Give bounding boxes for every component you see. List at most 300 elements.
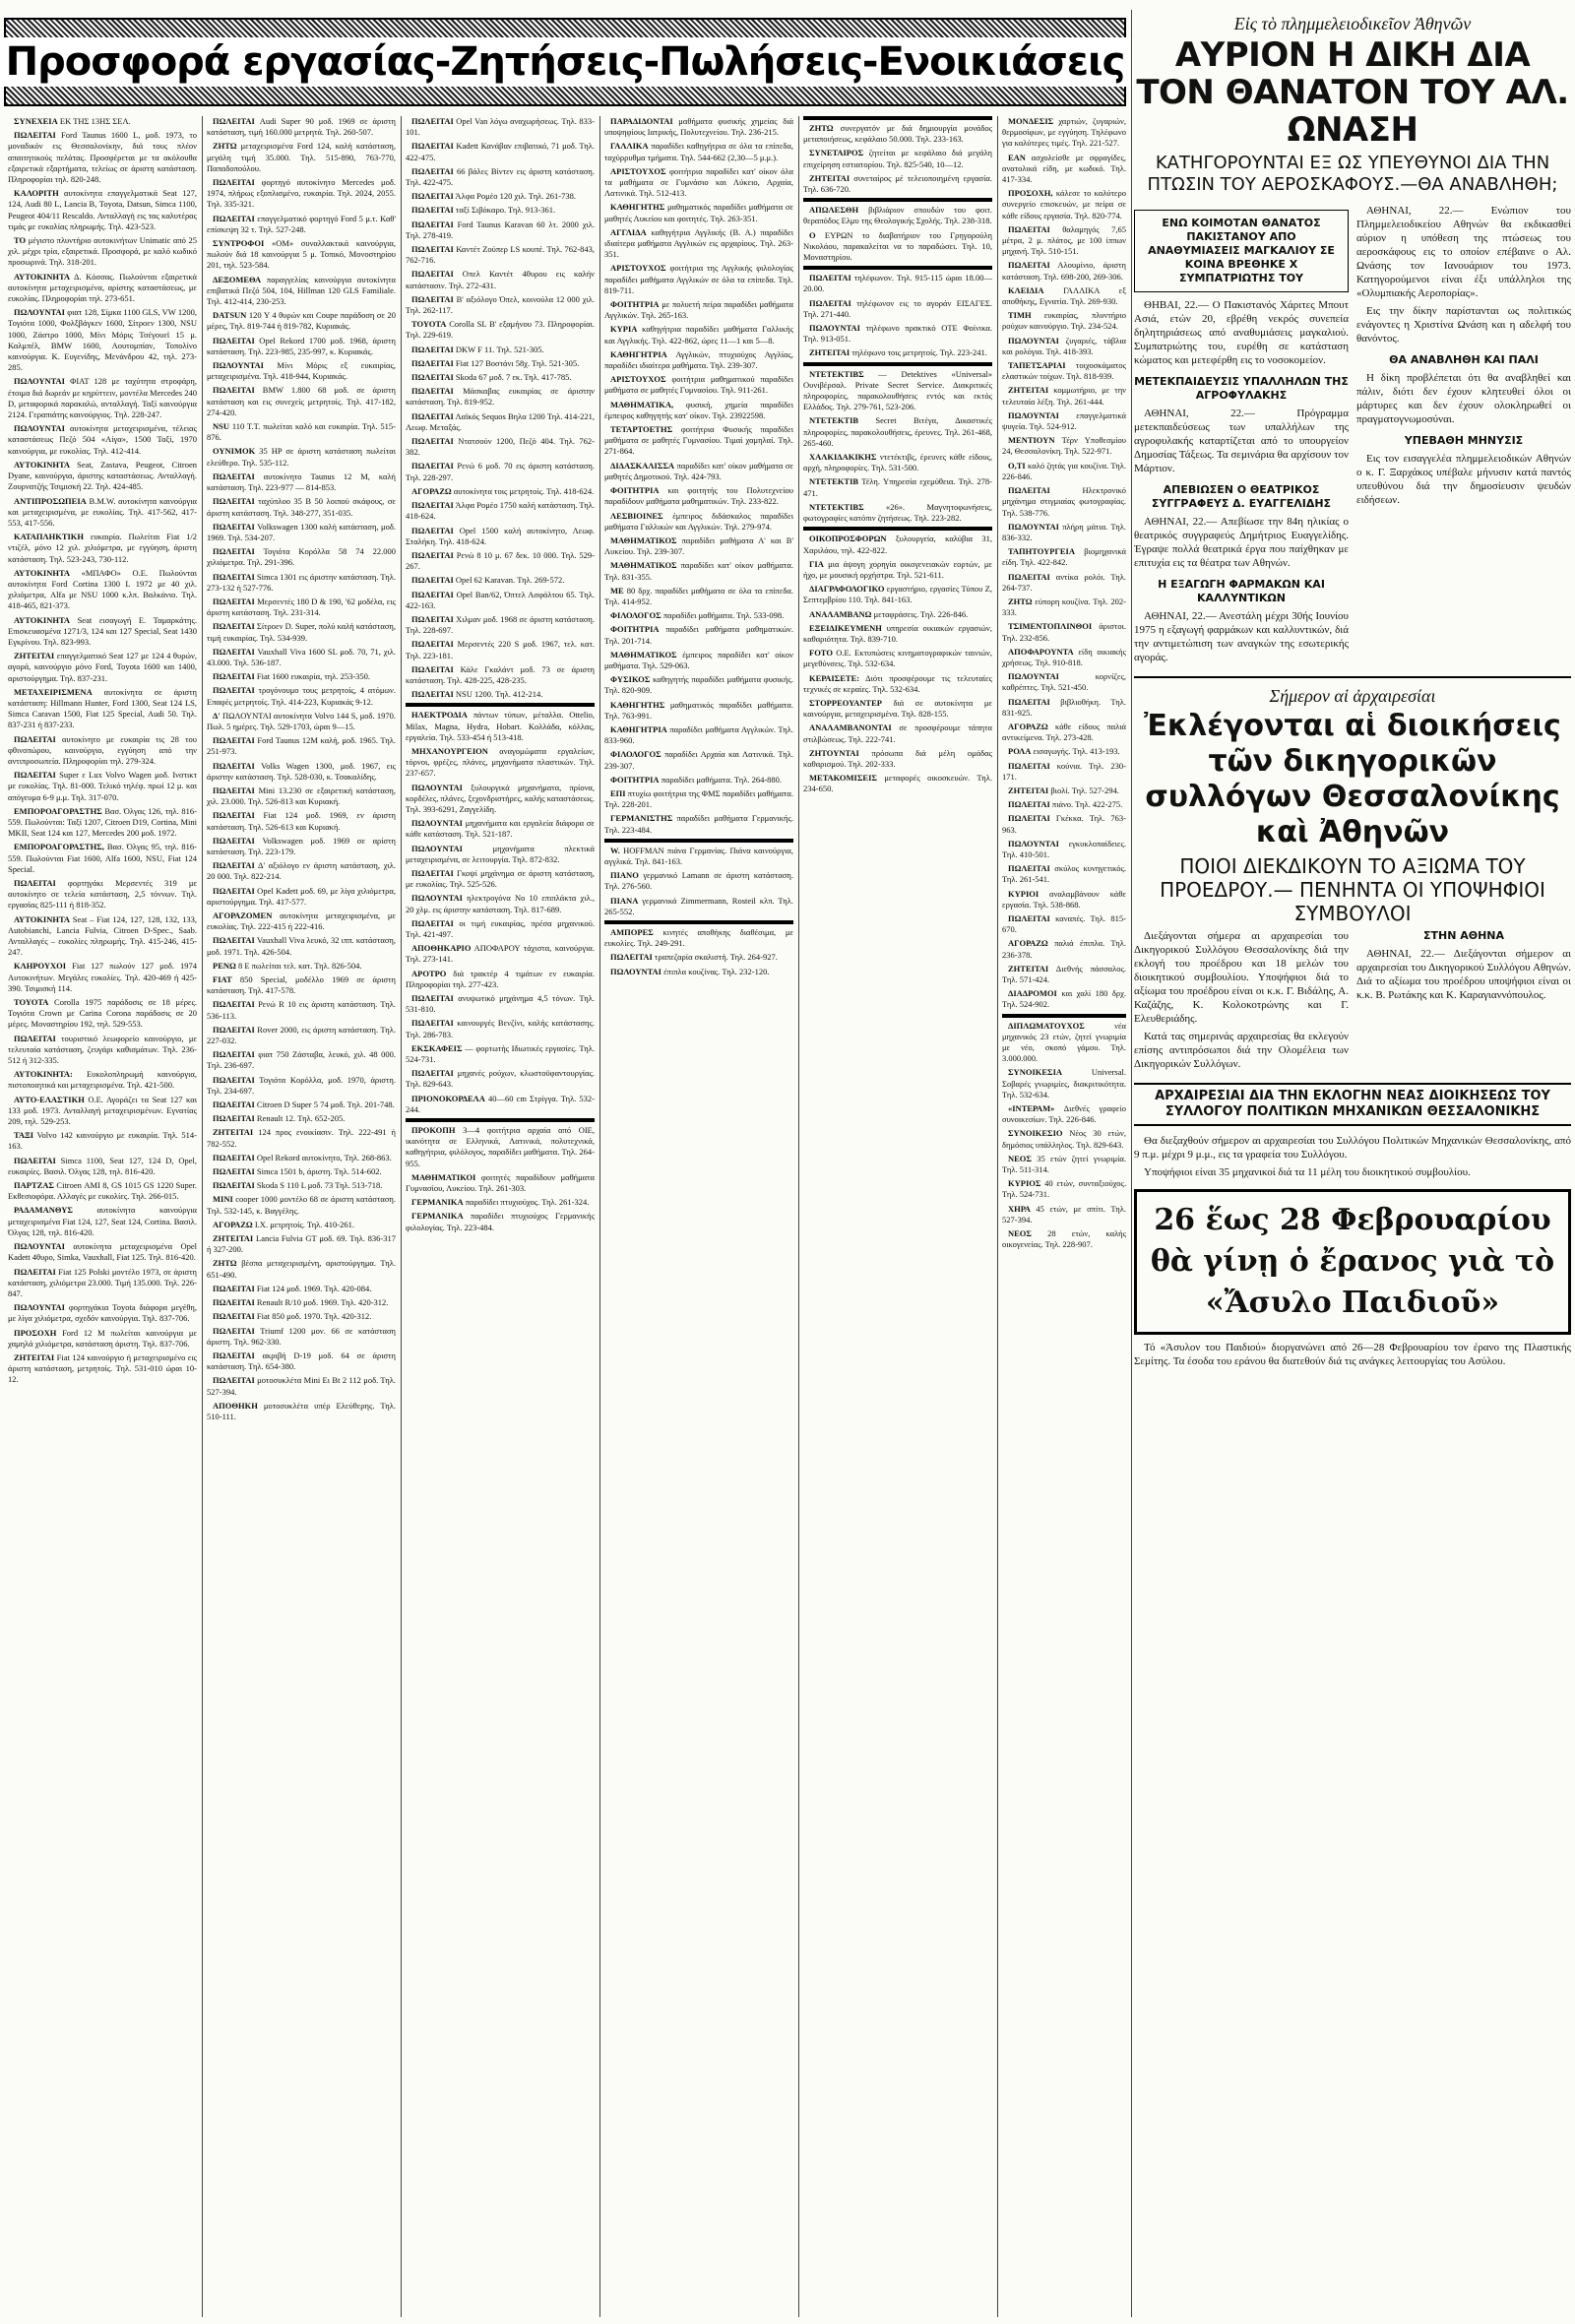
classified-ad: ΠΩΛΕΙΤΑΙ Opel Van λόγω αναχωρήσεως. Τηλ. 833-101. xyxy=(406,116,595,138)
classified-ad: ΠΩΛΕΙΤΑΙ φορτηγό αυτοκίνητο Mercedes μοδ. 1974, πλήρως εξοπλισμένο, ευκαιρία. Τηλ. 2024, 2055. Τηλ. 335-321. xyxy=(207,177,396,210)
classified-ad: ΠΩΛΕΙΤΑΙ Skoda S 110 L μοδ. 73 Τηλ. 513-718. xyxy=(213,1180,383,1191)
story-paragraph: Κατά τας σημερινάς αρχαιρεσίας θα εκλεγούν επίσης αντιπρόσωποι διά την Ολομέλεια των Δικηγορικών Συλλόγων. xyxy=(1134,1031,1349,1070)
classified-ad: ΠΩΛΕΙΤΑΙ Renault R/10 μοδ. 1969. Τηλ. 420-312. xyxy=(213,1297,389,1308)
classified-ad: ΠΩΛΕΙΤΑΙ σκύλος κυνηγετικός. Τηλ. 261-541. xyxy=(1002,863,1126,885)
classified-ad: ΦΟΙΤΗΤΡΙΑ και φοιτητής του Πολυτεχνείου παραδίδουν μαθήματα μαθηματικών. Τηλ. 233-822. xyxy=(604,485,793,507)
classified-ad: ΕΞΕΙΔΙΚΕΥΜΕΝΗ υπηρεσία οικιακών εργασιών, καθαριότητα. Τηλ. 839-710. xyxy=(803,622,992,644)
classified-ad: ΜΕ 80 δρχ. παραδίδει μαθήματα σε όλα τα επίπεδα. Τηλ. 414-952. xyxy=(604,585,793,606)
classified-ad: ΝΕΟΣ 35 ετών ζητεί γνωριμία. Τηλ. 511-314. xyxy=(1002,1153,1126,1175)
story-onassis-more xyxy=(1356,371,1571,426)
story-title: ΥΠΕΒΑΘΗ ΜΗΝΥΣΙΣ xyxy=(1404,434,1524,447)
classified-ad: ΜΑΘΗΜΑΤΙΚΟΙ φοιτητές παραδίδουν μαθήματα Γυμνασίου, Λυκείου. Τηλ. 261-303. xyxy=(406,1171,595,1194)
classified-ad: ΠΩΛΕΙΤΑΙ οι τιμή ευκαιρίας, πρέσα μηχανικού. Τηλ. 421-497. xyxy=(406,917,595,939)
classified-ad: ΠΩΛΟΥΝΤΑΙ εγκυκλοπαίδειες. Τηλ. 410-501. xyxy=(1002,838,1126,859)
classified-ad: ΑΓΟΡΑΖΩ παλιά έπιπλα. Τηλ. 236-378. xyxy=(1002,938,1126,960)
classified-ad: ΠΩΛΕΙΤΑΙ μοτοσυκλέτα Mini Ει Bt 2 112 μοδ. Τηλ. 527-394. xyxy=(207,1375,396,1397)
classified-ad: ΠΩΛΕΙΤΑΙ κούνια. Τηλ. 230-171. xyxy=(1002,760,1126,782)
classifieds-column-1 xyxy=(4,116,201,2317)
classified-ad: ΠΩΛΟΥΝΤΑΙ αυτοκίνητα μεταχειρισμένα Opel Kadett 4θυρο, Simka, Vauxhall, Fiat 125. Τηλ. 816-420. xyxy=(8,1241,197,1263)
classified-ad: ΠΩΛΕΙΤΑΙ θαλαμηγός 7,65 μέτρα, 2 μ. πλάτος, με 100 ίππων μηχανή. Τηλ. 510-151. xyxy=(1002,223,1126,257)
classified-ad: ΑΡΙΣΤΟΥΧΟΣ φοιτήτρια μαθηματικού παραδίδει μαθήματα σε μαθητές Γυμνασίου. Τηλ. 911-261. xyxy=(604,374,793,396)
classified-ad: ΖΗΤΕΙΤΑΙ βιολί. Τηλ. 527-294. xyxy=(1008,785,1119,795)
classified-ad: ΕΠΙ πτυχίω φοιτήτρια της ΦΜΣ παραδίδει μαθήματα. Τηλ. 228-201. xyxy=(604,787,793,810)
news-kicker: Εἰς τὸ πλημμελειοδικεῖον Ἀθηνῶν xyxy=(1233,14,1472,33)
classified-ad: ΚΑΘΗΓΗΤΡΙΑ Αγγλικών, πτυχιούχος Αγγλίας, παραδίδει ιδιαίτερα μαθήματα. Τηλ. 239-307. xyxy=(604,348,793,371)
classified-ad: ΠΩΛΕΙΤΑΙ Fiat 124 μοδ. 1969, εν άριστη κατάσταση. Τηλ. 526-613 και Κυριακή. xyxy=(207,810,396,832)
story-paragraph: ΑΘΗΝΑΙ, 22.— Ανεστάλη μέχρι 30ής Ιουνίου 1975 η εξαγωγή φαρμάκων και καλλυντικών, διά την αντιμετώπιση των αναγκών της εσωτερικής αγοράς. xyxy=(1134,610,1349,663)
classified-ad: ΠΩΛΕΙΤΑΙ Fiat 850 μοδ. 1970. Τηλ. 420-312. xyxy=(213,1311,372,1322)
classified-ad: ΔΙΑΔΡΟΜΟΙ και χαλί 180 δρχ. Τηλ. 524-902. xyxy=(1002,988,1126,1010)
classified-ad: ΚΛΕΙΔΙΑ ΓΑΛΛΙΚΑ εξ αποθήκης, Εγνατία. Τηλ. 269-930. xyxy=(1002,284,1126,307)
classified-ad: ΣΥΝΟΙΚΕΣΙΟ Νέος 30 ετών, δημόσιος υπάλληλος. Τηλ. 829-643. xyxy=(1002,1128,1126,1150)
classified-ad: ΟΥΝΙΜΟΚ 35 HP σε άριστη κατάσταση πωλείται ελεύθερο. Τηλ. 535-112. xyxy=(207,446,396,468)
story-onassis xyxy=(1356,204,1571,345)
classified-ad: ΖΗΤΕΙΤΑΙ Διεθνής πάσσαλος. Τηλ. 571-424. xyxy=(1002,963,1126,985)
classified-ad: ΠΩΛΕΙΤΑΙ Opel 62 Karavan. Τηλ. 269-572. xyxy=(411,575,565,586)
classified-ad: ΠΩΛΕΙΤΑΙ Opel Rekord αυτοκίνητο, Τηλ. 268-863. xyxy=(213,1152,392,1162)
classified-ad: ΦΥΣΙΚΟΣ καθηγητής παραδίδει μαθήματα φυσικής. Τηλ. 820-909. xyxy=(604,674,793,696)
classified-ad: ΓΙΑ μια άψογη χορηγία οικογενειακών εορτών, με ήχο, με μουσική ορχήστρα. Τηλ. 521-611. xyxy=(803,558,992,580)
classified-ad: ΠΩΛΕΙΤΑΙ Kadett Κανάβαν επιβατικό, 71 μοδ. Τηλ. 422-475. xyxy=(406,141,595,162)
classified-ad: ΖΗΤΕΙΤΑΙ 124 προς ενοικίασιν. Τηλ. 222-491 ή 782-552. xyxy=(207,1127,396,1149)
classified-ad: ΠΙΑΝΟ γερμανικό Lamann σε άριστη κατάσταση. Τηλ. 276-560. xyxy=(604,870,793,892)
classified-ad: ΠΩΛΕΙΤΑΙ Τογιότα Κορόλλα 58 74 22.000 χιλιόμετρα. Τηλ. 291-396. xyxy=(207,546,396,568)
classified-ad: ΠΩΛΟΥΝΤΑΙ κορνίζες, καθρέπτες. Τηλ. 521-450. xyxy=(1002,671,1126,693)
news-headline-2: Ἐκλέγονται αἱ διοικήσεις τῶν δικηγορικῶν συλλόγων Θεσσαλονίκης καὶ Ἀθηνῶν xyxy=(1144,709,1561,849)
classified-ad: ΑΓΟΡΑΖΩ Ι.Χ. μετρητοίς. Τηλ. 410-261. xyxy=(213,1219,354,1229)
classified-ad: ΔΙΠΛΩΜΑΤΟΥΧΟΣ νέα μηχανικός 23 ετών, ζητεί γνωριμία με νέο, σκοπό γάμου. Τηλ. 3.000.000. xyxy=(1002,1020,1126,1064)
classified-ad: ΡΟΛΑ εισαγωγής. Τηλ. 413-193. xyxy=(1008,746,1120,757)
story-paragraph: Η δίκη προβλέπεται ότι θα αναβληθεί και πάλιν, διότι δεν έχουν κλητευθεί όλοι οι μάρτυρες και δεν έχουν ολοκληρωθεί οι πραγματογνωμοσύναι. xyxy=(1356,372,1571,425)
brief-box-title: ΕΝΩ ΚΟΙΜΟΤΑΝ ΘΑΝΑΤΟΣ ΠΑΚΙΣΤΑΝΟΥ ΑΠΟ ΑΝΑΘΥΜΙΑΣΕΙΣ ΜΑΓΚΑΛΙΟΥ ΣΕ ΚΟΙΝΑ ΒΡΕΘΗΚΕ Χ ΣΥΜΠΑΤΡΙΩΤΗΣ ΤΟΥ xyxy=(1148,217,1335,284)
classified-ad: ΖΗΤΕΙΤΑΙ Fiat 124 καινούργιο ή μεταχειρισμένο εις άριστη κατάσταση, μετρητοίς. Τηλ. 531-010 ώραι 10-12. xyxy=(8,1351,197,1385)
story-paragraph: Τό «Άσυλον του Παιδιού» διοργανώνει από 26—28 Φεβρουαρίου τον έρανο της Πλαστικής Σεμίτης. Τα έσοδα του εράνου θα διατεθούν διά τις ανάγκες λειτουργίας του Ασύλου. xyxy=(1134,1342,1571,1367)
classified-ad: ΠΩΛΟΥΝΤΑΙ ζυγαριές, τάβλια και ρολόγια. Τηλ. 418-393. xyxy=(1002,335,1126,356)
story-elections-athens xyxy=(1356,947,1571,1002)
section-header xyxy=(803,198,992,202)
classified-ad: ΠΩΛΕΙΤΑΙ Ford Taunus 1600 L, μοδ. 1973, το μοναδικόν εις Θεσσαλονίκην, διά τους πλέον απαιτητικούς πελάτας. Προσφέρεται με τα ακόλουθα εξαιρετικά εξαρτήματα, τελείως σε άριστη κατάσταση. Πληροφορίαι τηλ. 820-248. xyxy=(8,130,197,185)
classified-ad: FIAT 850 Special, μοδέλλο 1969 σε άριστη κατάσταση. Τηλ. 417-578. xyxy=(207,974,396,996)
classified-ad: DATSUN 120 Υ 4 θυρών και Coupe παράδοση σε 20 μέρες, Τηλ. 819-744 ή 819-782, Κυριακάς. xyxy=(207,310,396,332)
classified-ad: NSU 110 T.T. πωλείται καλό και ευκαιρία. Τηλ. 515-876. xyxy=(207,421,396,443)
classified-ad: ΠΩΛΕΙΤΑΙ Audi Super 90 μοδ. 1969 σε άριστη κατάσταση, τιμή 160.000 μετρητά. Τηλ. 260-507. xyxy=(207,116,396,138)
classified-ad: ΠΩΛΕΙΤΑΙ ταχύπλοο 35 Β 50 λοιπού σκάφους, σε άριστη κατάσταση. Τηλ. 348-277, 351-035. xyxy=(207,496,396,518)
classified-ad: ΖΗΤΕΙΤΑΙ Lancia Fulvia GT μοδ. 69. Τηλ. 836-317 ή 327-200. xyxy=(207,1233,396,1255)
classified-ad: ΠΩΛΟΥΝΤΑΙ αυτοκίνητα μεταχειρισμένα, τέλειας καταστάσεως Πεζό 504 «Αίγα», 1500 Ταξί, 1970 καινούργια, με ευκολίας. Τηλ. 412-414. xyxy=(8,423,197,456)
classified-ad: ΠΩΛΕΙΤΑΙ καινουργές Βενζίνι, καλής κατάστασης. Τηλ. 286-783. xyxy=(406,1018,595,1039)
classified-ad: ΑΝΤΙΠΡΟΣΩΠΕΙΑ B.M.W. αυτοκίνητα καινούργια και μεταχειρισμένα, με ευκολίας. Τηλ. 417-562, 417-553, 417-556. xyxy=(8,495,197,528)
classified-ad: FOTO Ο.Ε. Εκτυπώσεις κινηματογραφικών ταινιών, μεγεθύνσεις. Τηλ. 532-634. xyxy=(803,648,992,669)
classified-ad: ΖΗΤΟΥΝΤΑΙ πρόσωπα διά μέλη ομάδας καθαρισμού. Τηλ. 202-333. xyxy=(803,747,992,769)
classified-ad: ΑΝΑΛΑΜΒΑΝΩ μεταφράσεις. Τηλ. 226-846. xyxy=(809,608,969,619)
classified-ad: ΚΛΗΡΟΥΧΟΙ Fiat 127 πωλούν 127 μοδ. 1974 Αυτοκινήτων. Μεγάλες ευκολίες. Τηλ. 420-469 ή 425-390. Τσιμισκή 114. xyxy=(8,961,197,993)
classified-ad: ΝΤΕΤΕΚΤΙΒ Τέλη. Υπηρεσία εχεμύθεια. Τηλ. 278-471. xyxy=(803,476,992,498)
story-pakistani xyxy=(1134,298,1349,367)
story-fundraiser xyxy=(1134,1341,1571,1368)
classified-ad: ΠΩΛΕΙΤΑΙ φιατ 750 Ζάσταβα, λευκό, χιλ. 48 000. Τηλ. 236-697. xyxy=(207,1049,396,1071)
section-rule xyxy=(1134,676,1571,678)
classified-ad: ΤΑΞΙ Volvo 142 καινούργιο με ευκαιρία. Τηλ. 514-163. xyxy=(8,1130,197,1152)
classified-ad: ΜΑΘΗΜΑΤΙΚΟΣ παραδίδει κατ' οίκον μαθήματα. Τηλ. 831-355. xyxy=(604,560,793,582)
classified-ad: ΠΩΛΟΥΝΤΑΙ φιατ 128, Σίμκα 1100 GLS, VW 1200, Τογιότα 1000, Φολξβάγκεν 1600, Σίτροεν 1300, NSU 1000, Ζάστρο 1000, Μίνι Μόρις Τσέγουεϊ 15 μ. Καλμπέλ, BMW 1600, Αουτομπίαν, Τοπολίνο καινούργια. Κ. Ευγενίδης, Μενάνδρου 42, τηλ. 273-285. xyxy=(8,307,197,373)
classified-ad: Ο,ΤΙ καλό ζητάς για κουζίνα. Τηλ. 226-846. xyxy=(1002,460,1126,481)
classified-ad: ΑΥΤΟΚΙΝΗΤΑ Seat – Fiat 124, 127, 128, 132, 133, Autobianchi, Lancia Fulvia, Citroen D-Spec., Saab. Ανταλλαγές – ευκολίες πληρωμής. Τηλ. 415-246, 415-247. xyxy=(8,913,197,958)
classified-ad: ΠΩΛΕΙΤΑΙ Άλφα Ρομέο 120 χιλ. Τηλ. 261-738. xyxy=(411,191,576,202)
classified-ad: ΠΩΛΕΙΤΑΙ Mini 13.230 σε εξαιρετική κατάσταση, χιλ. 23.000. Τηλ. 526-813 και Κυριακή. xyxy=(207,785,396,807)
classified-ad: ΡΕΝΩ 8 Ε πωλείται τελ. κατ. Τηλ. 826-504. xyxy=(213,960,362,971)
classified-ad: ΝΤΕΤΕΚΤΙΒΣ «26». Μαγνητοφωνήσεις, φωτογραφίες κατόπιν ζητήσεως. Τηλ. 223-282. xyxy=(803,501,992,524)
classified-ad: ΤΑΠΕΤΣΑΡΙΑΙ τοιχοσκάματος ελαστικών τοίχων. Τηλ. 818-939. xyxy=(1002,360,1126,382)
story-engineers xyxy=(1134,1134,1571,1179)
classified-ad: ΡΑΔΑΜΑΝΘΥΣ αυτοκίνητα καινούργια μεταχειρισμένα Fiat 124, 127, Seat 124, Cortina. Βασιλ. Όλγας 128, τηλ. 816-420. xyxy=(8,1205,197,1237)
classified-ad: ΠΩΛΕΙΤΑΙ Μερσεντές 220 S μοδ. 1967, τελ. κατ. Τηλ. 223-181. xyxy=(406,639,595,660)
story-paragraph: Υποψήφιοι είναι 35 μηχανικοί διά τα 11 μέλη του διοικητικού συμβουλίου. xyxy=(1144,1166,1471,1178)
story-exports xyxy=(1134,609,1349,664)
classified-ad: ΤΟΥΟΤΑ Corolla 1975 παράδοσις σε 18 μέρες. Τογιότα Crown με Carina Corona παράδοσις σε 20 μέρες. Μοναστηρίου 192, τηλ. 529-553. xyxy=(8,997,197,1030)
classified-ad: ΠΩΛΕΙΤΑΙ Triumf 1200 μον. 66 σε κατάσταση άριστη. Τηλ. 962-330. xyxy=(207,1325,396,1347)
classified-ad: ΠΩΛΕΙΤΑΙ αντίκα ρολόι. Τηλ. 264-737. xyxy=(1002,571,1126,593)
news-headline: ΑΥΡΙΟΝ Η ΔΙΚΗ ΔΙΑ ΤΟΝ ΘΑΝΑΤΟΝ ΤΟΥ ΑΛ. ΩΝΑΣΗ xyxy=(1136,35,1569,150)
classified-ad: ΠΩΛΟΥΝΤΑΙ τηλέφωνο πρακτικό ΟΤΕ Φοίνικα. Τηλ. 913-051. xyxy=(803,323,992,345)
classified-ad: ΣΥΝΕΤΑΙΡΟΣ ζητείται με κεφάλαιο διά μεγάλη επιχείρηση εστιατορίου. Τηλ. 825-540, 10—12. xyxy=(803,148,992,169)
classified-ad: ΠΩΛΕΙΤΑΙ Ρενώ 6 μοδ. 70 εις άριστη κατάσταση. Τηλ. 228-297. xyxy=(406,461,595,482)
classified-ad: ΝΤΕΤΕΚΤΙΒ Secret Βιτέγα, Δικαστικές πληροφορίες, παρακολουθήσεις, έρευνες. Τηλ. 261-468, 265-460. xyxy=(803,415,992,448)
news-subhead: ΚΑΤΗΓΟΡΟΥΝΤΑΙ ΕΞ ΩΣ ΥΠΕΥΘΥΝΟΙ ΔΙΑ ΤΗΝ ΠΤΩΣΙΝ ΤΟΥ ΑΕΡΟΣΚΑΦΟΥΣ.—ΘΑ ΑΝΑΒΛΗΘΗ; xyxy=(1147,153,1558,195)
news-subhead-2: ΠΟΙΟΙ ΔΙΕΚΔΙΚΟΥΝ ΤΟ ΑΞΙΩΜΑ ΤΟΥ ΠΡΟΕΔΡΟΥ.— ΠΕΝΗΝΤΑ ΟΙ ΥΠΟΨΗΦΙΟΙ ΣΥΜΒΟΥΛΟΙ xyxy=(1160,854,1545,925)
classified-ad: ΠΩΛΕΙΤΑΙ Γκοψί μηχάνημα σε άριστη κατάσταση, με ευκολίας. Τηλ. 525-526. xyxy=(406,867,595,890)
classified-ad: ΓΕΡΜΑΝΙΚΑ παραδίδει πτυχιούχος Γερμανικής φιλολογίας. Τηλ. 223-484. xyxy=(406,1211,595,1232)
classified-ad: ΑΥΤΟΚΙΝΗΤΑ «ΜΠΑΦΟ» Ο.Ε. Πωλούνται αυτοκίνητα Ford Cortina 1300 L 1972 με 40 χιλ. χιλιόμετρα, Alfa με NSU 1000 κ.λπ. Βαλκάνιο. Τηλ. 418-465, 821-373. xyxy=(8,567,197,611)
classified-ad: ΤΙΜΗ ευκαιρίας, πλυντήριο ρούχων καινούργιο. Τηλ. 234-524. xyxy=(1002,310,1126,332)
column-rule xyxy=(1131,10,1132,2317)
classified-ad: ΖΗΤΕΙΤΑΙ κομμωτήριο, με την τελευταία λέξη. Τηλ. 261-444. xyxy=(1002,385,1126,407)
classified-ad: ΠΩΛΕΙΤΑΙ Δ' αξιόλογο εν άριστη κατάσταση, χιλ. 20 000. Τηλ. 822-214. xyxy=(207,860,396,882)
classified-ad: ΑΓΟΡΑΖΟΜΕΝ αυτοκίνητα μεταχειρισμένα, με ευκολίας. Τηλ. 222-415 ή 222-416. xyxy=(207,911,396,932)
story-paragraph: ΑΘΗΝΑΙ, 22.— Απεβίωσε την 84η ηλικίας ο θεατρικός συγγραφεύς Δημήτριος Ευαγγελίδης. Έγραψε πολλά θεατρικά έργα που παίχθηκαν με επιτυχία εις τα θέατρα των Αθηνών. xyxy=(1134,516,1349,569)
classified-ad: ΠΩΛΕΙΤΑΙ πιάνο. Τηλ. 422-275. xyxy=(1008,799,1123,810)
classified-ad: ΠΩΛΕΙΤΑΙ Volks Wagen 1300, μοδ. 1967, εις άριστην κατάσταση. Τηλ. 528-030, κ. Τσακαλίδης. xyxy=(207,760,396,782)
section-header xyxy=(803,116,992,120)
classified-ad: ΑΠΩΛΕΣΘΗ βιβλιάριον σπουδών του φοιτ. θεραπόδος Ελμυ της Θεολογικής Σχολής. Τηλ. 238-318. xyxy=(803,205,992,226)
classified-ad: ΠΩΛΕΙΤΑΙ Opel Ban/62, Όπτελ Ασφάλτου 65. Τηλ. 422-163. xyxy=(406,589,595,610)
classified-ad: ΜΕΤΑΚΟΜΙΣΕΙΣ μεταφορές οικοσκευών. Τηλ. 234-650. xyxy=(803,773,992,794)
classified-ad: ΜΕΝΤΙΟΥΝ Τέρν Υποθεσμίου 24, Θεσσαλονίκη. Τηλ. 522-971. xyxy=(1002,435,1126,457)
classified-ad: ΠΩΛΕΙΤΑΙ Fiat 1600 ευκαιρία, τηλ. 253-350. xyxy=(213,671,371,682)
classified-ad: ΧΑΛΚΙΔΑΚΙΚΗΣ ντετέκτιβς, έρευνες κάθε είδους, αρχή, πληροφορίες. Τηλ. 531-500. xyxy=(803,452,992,473)
story-title: Η ΕΞΑΓΩΓΗ ΦΑΡΜΑΚΩΝ ΚΑΙ ΚΑΛΛΥΝΤΙΚΩΝ xyxy=(1158,578,1325,604)
classified-ad: ΚΑΘΗΓΗΤΗΣ μαθηματικός παραδίδει μαθήματα σε μαθητές Λυκείου και φοιτητές. Τηλ. 263-351. xyxy=(604,202,793,223)
classified-ad: ΠΩΛΕΙΤΑΙ Τογιότα Κορόλλα, μοδ. 1970, άριστη. Τηλ. 234-697. xyxy=(207,1074,396,1096)
section-header xyxy=(803,266,992,270)
classified-ad: ΠΩΛΕΙΤΑΙ καναπές. Τηλ. 815-670. xyxy=(1002,913,1126,935)
classified-ad: ΠΡΟΣΟΧΗ, κάλεσε το καλύτερο συνεργείο επισκευών, με πείρα σε κάθε είδους εργασία. Τηλ. 820-774. xyxy=(1002,188,1126,220)
classified-ad: ΚΥΡΙΟΣ 40 ετών, συνταξιούχος. Τηλ. 524-731. xyxy=(1002,1178,1126,1200)
classified-ad: ΕΜΠΟΡΟΑΓΟΡΑΣΤΗΣ Βασ. Όλγας 126, τηλ. 816-559. Πωλούνται: Ταξί 1207, Citroen D19, Cortina, Mini ΜΚΙΙ, Seat 124 και 127, Mercedes 200 μοδ. 1972. xyxy=(8,805,197,839)
section-header xyxy=(604,839,793,843)
classified-ad: ΠΩΛΕΙΤΑΙ τραπεζαρία σκαλιστή. Τηλ. 264-927. xyxy=(610,952,778,963)
classified-ad: ΜΟΝΔΕΣΙΣ χαρτιών, ζυγαριών, θερμοσίφων, με εγγύηση. Τηλέφωνο για καλύτερες τιμές. Τηλ. 221-527. xyxy=(1002,116,1126,149)
classified-ad: ΠΩΛΕΙΤΑΙ Γκέκκα. Τηλ. 763-963. xyxy=(1002,813,1126,835)
story-subtitle: ΣΤΗΝ ΑΘΗΝΑ xyxy=(1422,929,1505,942)
classified-ad: ΠΑΡΤΖΑΣ Citroen ΑΜΙ 8, GS 1015 GS 1220 Super. Εκθεσιοφόρα. Αλλαγές με ευκολίες. Τηλ. 266-015. xyxy=(8,1180,197,1202)
classified-ad: ΖΗΤΕΙΤΑΙ συνεταίρος μέ τελειοποιημένη εργασία. Τηλ. 636-720. xyxy=(803,172,992,195)
classified-ad: ΠΩΛΕΙΤΑΙ τουριστικό λεωφορείο καινούργιο, με τελευταία κατάσταση, ζευγάρι καθισμάτων. Τηλ. 236-512 ή 312-335. xyxy=(8,1033,197,1066)
classified-ad: ΑΡΟΤΡΟ διά τρακτέρ 4 τιμάτων εν ευκαιρία. Πληροφορίαι τηλ. 277-423. xyxy=(406,968,595,989)
classified-ad: ΠΩΛΕΙΤΑΙ Opel 1500 καλή αυτοκίνητο, Λεωφ. Σταλήκη. Τηλ. 418-624. xyxy=(406,525,595,546)
classified-ad: ΜΑΘΗΜΑΤΙΚΑ, φυσική, χημεία παραδίδει έμπειρος καθηγητής κατ' οίκον. Τηλ. 23922598. xyxy=(604,399,793,420)
classified-ad: ΠΩΛΕΙΤΑΙ Κάλε Γκαλάντ μοδ. 73 σε άριστη κατάσταση. Τηλ. 428-225, 428-235. xyxy=(406,663,595,685)
classified-ad: ΗΛΕΚΤΡΟΔΙΑ πάντων τύπων, μέταλλα. Ottelio, Milax, Magna, Hydra, Hobart. Κολλάδα, κόλλας, εργαλεία. Τηλ. 533-454 ή 513-418. xyxy=(406,710,595,742)
news-column xyxy=(1134,10,1571,2317)
classified-ad: ΣΥΝΕΧΕΙΑ ΕΚ ΤΗΣ 13ΗΣ ΣΕΛ. xyxy=(14,116,131,126)
classifieds-column-5 xyxy=(799,116,996,2317)
classified-ad: ΠΩΛΕΙΤΑΙ Ντατσούν 1200, Πεζό 404. Τηλ. 762-382. xyxy=(406,436,595,458)
classified-ad: ΖΗΤΕΙΤΑΙ επαγγελματικό Seat 127 με 124 4 θυρών, αγορά, καινούργιο μόνο Ford, Toyota 1600 και 1400, αριστούργημα. Τηλ. 837-231. xyxy=(8,651,197,683)
classified-ad: ΦΙΛΟΛΟΓΟΣ παραδίδει μαθήματα. Τηλ. 533-098. xyxy=(610,610,785,621)
classified-ad: ΠΩΛΕΙΤΑΙ Renault 12. Τηλ. 652-205. xyxy=(213,1113,346,1124)
classified-ad: ΠΩΛΕΙΤΑΙ Ρενώ 8 10 μ. 67 δεκ. 10 000. Τηλ. 529-267. xyxy=(406,549,595,572)
classified-ad: ΣΥΝΤΡΟΦΟΙ «ΟΜ» συναλλακτικά καινούργια, πωλούν διά 18 καινούργια 5 μ. Τοπικό, Μονοστηρίου 201, τηλ. 523-584. xyxy=(207,238,396,271)
classified-ad: ΜΑΘΗΜΑΤΙΚΟΣ έμπειρος παραδίδει κατ' οίκον μαθήματα. Τηλ. 529-063. xyxy=(604,649,793,670)
masthead-title: Προσφορά εργασίας-Ζητήσεις-Πωλήσεις-Ενοικιάσεις xyxy=(0,37,1134,87)
classified-ad: ΠΩΛΕΙΤΑΙ Ford Taunus Karavan 60 λτ. 2000 χιλ. Τηλ. 278-419. xyxy=(406,219,595,240)
classified-ad: ΠΩΛΟΥΝΤΑΙ πλήρη μάτια. Τηλ. 836-332. xyxy=(1002,521,1126,542)
classified-ad: ΕΜΠΟΡΟΑΓΟΡΑΣΤΗΣ, Βασ. Όλγας 95, τηλ. 816-559. Πωλούνται Fiat 1600, Alfa 1600, NSU, Fiat 124 Special. xyxy=(8,842,197,874)
classified-ad: ΠΩΛΕΙΤΑΙ Volkswagen 1300 καλή κατάσταση, μοδ. 1969. Τηλ. 534-207. xyxy=(207,521,396,542)
classified-ad: ΠΩΛΕΙΤΑΙ επαγγελματικό φορτηγό Ford 5 μ.τ. Καθ' επίσκεψη 32 τ. Τηλ. 527-248. xyxy=(207,213,396,234)
classified-ad: ΧΗΡΑ 45 ετών, με σπίτι. Τηλ. 527-394. xyxy=(1002,1203,1126,1225)
classified-ad: ΠΩΛΕΙΤΑΙ βιβλιοθήκη. Τηλ. 831-925. xyxy=(1002,696,1126,718)
classified-ad: ΠΩΛΕΙΤΑΙ Volkswagen μοδ. 1969 σε αρίστη κατάσταση. Τηλ. 223-179. xyxy=(207,835,396,856)
classified-ad: ΜΕΤΑΧΕΙΡΙΣΜΕΝΑ αυτοκίνητα σε άριστη κατάσταση: Hillmann Hunter, Ford 1300, Seat 124 LS, Simca Caravan 1500, Fiat 125 Special, Audi 50. Τηλ. 837-231 ή 837-233. xyxy=(8,686,197,730)
story-paragraph: Εις τον εισαγγελέα πλημμελειοδικών Αθηνών ο κ. Γ. Ξαρχάκος υπέβαλε μήνυσιν κατά παντός υπευθύνου διά την δημοσίευσιν ψευδών ειδήσεων. xyxy=(1356,453,1571,506)
classified-ad: ΠΩΛΕΙΤΑΙ ταξί Σιβόκαρο. Τηλ. 913-361. xyxy=(411,205,556,216)
classified-ad: ΑΠΟΘΗΚΗ μοτοσυκλέτα υπέρ Ελεύθερης. Τηλ. 510-111. xyxy=(207,1400,396,1421)
classified-ad: ΠΡΟΣΟΧΗ Ford 12 Μ πωλείται καινούργια με χαμηλά χιλιόμετρα, κατάσταση άριστη. Τηλ. 837-706. xyxy=(8,1327,197,1349)
fundraiser-box xyxy=(1134,1189,1571,1335)
classified-ad: ΠΩΛΕΙΤΑΙ Ηλεκτρονικό μηχάνημα στιγμιαίας φωτογραφίας. Τηλ. 538-776. xyxy=(1002,485,1126,518)
story-paragraph: ΑΘΗΝΑΙ, 22.— Ενώπιον του Πλημμελειοδικείου Αθηνών θα εκδικασθεί αύριον η υπόθεση της πτώσεως του αεροσκάφους εις το οποίον επέβαινε ο Αλ. Ωνάσης τον Ιανουάριον του 1973. Κατηγορούμενοι είναι έξι υπάλληλοι της «Ολυμπιακής Αεροπορίας». xyxy=(1356,205,1571,299)
classified-ad: ΑΥΤΟ-ΕΛΑΣΤΙΚΗ Ο.Ε. Αγοράζει τα Seat 127 και 133 μοδ. 1973. Ανταλλαγή μεταχειρισμένων. Εγνατίας 209, τηλ. 529-253. xyxy=(8,1094,197,1127)
story-paragraph: ΑΘΗΝΑΙ, 22.— Διεξάγονται σήμερον αι αρχαιρεσίαι του Δικηγορικού Συλλόγου Αθηνών. Διά το αξίωμα του προέδρου υποψήφιοι είναι οι κ.κ. Β. Ρωτάκης και Κ. Καραγιαννόπουλος. xyxy=(1356,948,1571,1001)
classified-ad: ΠΩΛΕΙΤΑΙ Super ε Lux Volvo Wagen μοδ. Ινστικτ με ευκολίας. Τηλ. 81-000. Τελικό τηλέφ. πρωί 12 μ. και απόγευμα 6-9 μ.μ. Τηλ. 317-070. xyxy=(8,770,197,802)
story-title: ΑΠΕΒΙΩΣΕΝ Ο ΘΕΑΤΡΙΚΟΣ ΣΥΓΓΡΑΦΕΥΣ Δ. ΕΥΑΓΓΕΛΙΔΗΣ xyxy=(1151,483,1332,510)
classified-ad: ΠΩΛΕΙΤΑΙ Opel Rekord 1700 μοδ. 1968, άριστη κατάσταση. Τηλ. 223-985, 235-997, κ. Κυριακάς. xyxy=(207,335,396,356)
classified-ad: ΠΩΛΕΙΤΑΙ NSU 1200. Τηλ. 412-214. xyxy=(411,689,543,700)
classified-ad: ΠΩΛΕΙΤΑΙ Fiat 124 μοδ. 1969. Τηλ. 420-084. xyxy=(213,1283,372,1293)
classified-ad: ΠΩΛΕΙΤΑΙ Simca 1100, Seat 127, 124 D, Opel, ευκαιρίες. Βασιλ. Όλγας 128, τηλ. 816-420. xyxy=(8,1155,197,1176)
classified-ad: ΚΕΡΑΙΣΕΤΕ: Διότι προσφέρουμε τις τελευταίες τεχνικές σε κεραίες. Τηλ. 532-634. xyxy=(803,672,992,694)
classified-ad: ΠΩΛΕΙΤΑΙ Χιλμαν μοδ. 1968 σε άριστη κατάσταση. Τηλ. 228-697. xyxy=(406,613,595,636)
classified-ad: ΑΜΠΟΡΕΣ κινητές αποθήκης διαθέσιμα, με ευκολίες. Τηλ. 249-291. xyxy=(604,927,793,949)
classified-ad: ΠΩΛΕΙΤΑΙ Ford Taunus 12M καλή, μοδ. 1965. Τηλ. 251-973. xyxy=(207,735,396,757)
classified-ad: ΤΕΤΑΡΤΟΕΤΗΣ φοιτήτρια Φυσικής παραδίδει μαθήματα σε μαθητές Γυμνασίου. Τιμαί χαμηλαί. Τηλ. 271-864. xyxy=(604,424,793,457)
classified-ad: ΠΩΛΟΥΝΤΑΙ ηλεκτρογόνα Νο 10 επιπλάκτα χιλ., 20 χλμ. εις άριστην κατάσταση. Τηλ. 817-689. xyxy=(406,893,595,914)
classified-ad: ΚΑΤΑΠΛΗΚΤΙΚΗ ευκαιρία. Πωλείται Fiat 1/2 ντιζέλ, μόνο 12 χιλ. χιλιόμετρα, με εγγύηση, άριστη κατάσταση. Τηλ. 523-243, 730-112. xyxy=(8,532,197,564)
classified-ad: ΑΥΤΟΚΙΝΗΤΑ Seat εισαγωγή Ε. Ταμαρκάτης. Επισκευασμένα 1271/3, 124 και 127 Special, Seat 1430 Εγκρίνου. Τηλ. 823-993. xyxy=(8,614,197,647)
classified-ad: ΖΗΤΩ μεταχειρισμένα Ford 124, καλή κατάσταση, μεγάλη τιμή 35.000. Τηλ. 515-890, 763-770, Παπαδοπούλου. xyxy=(207,141,396,173)
classified-ad: ΠΩΛΕΙΤΑΙ Citroen D Super 5 74 μοδ. Τηλ. 201-748. xyxy=(213,1099,395,1110)
classified-ad: ΚΑΘΗΓΗΤΡΙΑ παραδίδει μαθήματα Αγγλικών. Τηλ. 833-960. xyxy=(604,723,793,746)
classified-ad: ΝΤΕΤΕΚΤΙΒΣ — Detektives «Universal» Ουνιβέρσαλ. Private Secret Service. Διακριτικές πληροφορίες, παρακολουθήσεις εντός και εκτός Ελλάδος. Τηλ. 279-761, 523-206. xyxy=(803,368,992,412)
classified-ad: ΠΩΛΕΙΤΑΙ DKW F 11. Τηλ. 521-305. xyxy=(411,344,544,354)
story-lawsuit xyxy=(1356,452,1571,507)
classified-ad: ΓΕΡΜΑΝΙΣΤΗΣ παραδίδει μαθήματα Γερμανικής. Τηλ. 223-484. xyxy=(604,813,793,835)
classified-ad: Ο ΕΥΡΩΝ το διαβατήριον του Γρηγορούλη Νικολάου, παρακαλείται να το παραδώσει. Τηλ. 10, Μοναστηρίου. xyxy=(803,229,992,263)
story-paragraph: Διεξάγονται σήμερα αι αρχαιρεσίαι του Δικηγορικού Συλλόγου Θεσσαλονίκης διά την εκλογή του προέδρου και 18 μελών του διοικητικού συμβουλίου. Υποψήφιοι διά το αξίωμα του προέδρου είναι οι κ.κ. Γ. Βιδάλης, Α. Καζάζης, Κ. Κολοκοτρώνης και Γ. Ελευθεριάδης. xyxy=(1134,930,1349,1025)
classified-ad: ΔΙΔΑΣΚΑΛΙΣΣΑ παραδίδει κατ' οίκον μαθήματα σε μαθητές Δημοτικού. Τηλ. 424-793. xyxy=(604,460,793,481)
classified-ad: ΑΠΟΘΗΚΑΡΙΟ ΑΠΟΦΑΡΟΥ τάχιστα, καινούργια. Τηλ. 273-141. xyxy=(406,943,595,965)
classified-ad: ΦΟΙΤΗΤΡΙΑ με πολυετή πείρα παραδίδει μαθήματα Αγγλικών. Τηλ. 265-163. xyxy=(604,299,793,321)
classified-ad: ΜΑΘΗΜΑΤΙΚΟΣ παραδίδει μαθήματα Α' και Β' Λυκείου. Τηλ. 239-307. xyxy=(604,534,793,557)
classified-ad: ΔΙΑΓΡΑΦΟΛΟΓΙΚΟ εργαστήριο, εργασίες Τύπου Ζ, Σεπτεμβρίου 110. Τηλ. 841-163. xyxy=(803,584,992,605)
story-paragraph: ΑΘΗΝΑΙ, 22.— Πρόγραμμα μετεκπαιδεύσεως των υπαλλήλων της αγροφυλακής καταρτίζεται από το υπουργείον Δημοσίας Τάξεως. Τα σεμινάρια θα αρχίσουν τον Μάρτιον. xyxy=(1134,408,1349,474)
classified-ad: ΚΑΘΗΓΗΤΗΣ μαθηματικός παραδίδει μαθήματα. Τηλ. 763-991. xyxy=(604,699,793,721)
classified-ad: ΖΗΤΕΙΤΑΙ τηλέφωνο τοις μετρητοίς. Τηλ. 223-241. xyxy=(809,347,987,358)
classified-ad: ΠΩΛΕΙΤΑΙ Skoda 67 μοδ. 7 εκ. Τηλ. 417-785. xyxy=(411,372,572,383)
classified-ad: ΠΩΛΕΙΤΑΙ Β' αξιόλογο Όπελ, κοινούλα 12 000 χιλ. Τηλ. 262-117. xyxy=(406,293,595,316)
classified-ad: ΚΥΡΙΟΙ αναλαμβάνουν κάθε εργασία. Τηλ. 538-868. xyxy=(1002,888,1126,910)
classified-ad: ΤΟΥΟΤΑ Corolla SL Β' εξαμήνου 73. Πληροφορίαι. Τηλ. 229-619. xyxy=(406,319,595,341)
classified-ad: ΛΕΣΒΙΟΙΝΕΣ έμπειρος διδάσκαλος παραδίδει μαθήματα Γαλλικών και Αγγλικών. Τηλ. 279-974. xyxy=(604,510,793,532)
classified-ad: ΖΗΤΩ συνεργατόν με διά δημιουργία μονάδος μεταποιήσεως, κεφάλαιο 50.000. Τηλ. 233-163. xyxy=(803,123,992,145)
classified-ad: ΠΩΛΟΥΝΤΑΙ Μίνι Μόρις εξ ευκαιρίας, μεταχειρισμένα. Τηλ. 418-944, Κυριακάς. xyxy=(207,360,396,382)
classified-ad: ΑΥΤΟΚΙΝΗΤΑ Seat, Zastava, Peugeot, Citroen Dyane, καινούργια, άριστης καταστάσεως. Ανταλλαγή. Ζουρνατζής Τσιμισκή 22. Τηλ. 424-485. xyxy=(8,459,197,492)
classified-ad: ΣΤΟΡΡΕΟΥΑΝΤΕΡ διά σε αυτοκίνητα με καινούργια, μεταχειρισμένα. Τηλ. 828-155. xyxy=(803,697,992,720)
brief-box xyxy=(1134,210,1349,292)
classified-ad: ΠΩΛΕΙΤΑΙ Rover 2000, εις άριστη κατάσταση. Τηλ. 227-032. xyxy=(207,1024,396,1046)
classifieds-column-4 xyxy=(600,116,797,2317)
classified-ad: ΠΩΛΟΥΝΤΑΙ μηχανήματα πλεκτικά μεταχειρισμένα, σε λειτουργία. Τηλ. 872-832. xyxy=(406,843,595,864)
classified-ad: ΠΩΛΟΥΝΤΑΙ ξυλουργικά μηχανήματα, πρίονα, κορδέλες, πλάνες, ξεχονδριστήρες, καλής καταστάσεως. Τηλ. 393-6291, Ζαγγελίδη. xyxy=(406,782,595,814)
classified-ad: ΠΩΛΕΙΤΑΙ Simca 1301 εις άριστην κατάσταση. Τηλ. 273-132 ή 527-776. xyxy=(207,571,396,593)
classified-ad: ΑΓΓΛΙΔΑ καθηγήτρια Αγγλικής (Β. Α.) παραδίδει ιδιαίτερα μαθήματα Αγγλικών εις αρχαρίους. Τηλ. 263-351. xyxy=(604,226,793,260)
classified-ad: ΠΩΛΕΙΤΑΙ ακριβή D-19 μοδ. 64 σε άριστη κατάσταση. Τηλ. 654-380. xyxy=(207,1350,396,1372)
classified-ad: ΚΥΡΙΑ καθηγήτρια παραδίδει μαθήματα Γαλλικής και Αγγλικής. Τηλ. 422-862, ώρες 11—1 και 5—8. xyxy=(604,324,793,345)
classified-ad: ΠΩΛΕΙΤΑΙ τρογόνουμο τους μετρητοίς, 4 ατόμων. Επαφές μετρητοίς. Τηλ. 414-223, Κυριακάς 9-12. xyxy=(207,685,396,707)
classified-ad: ΠΡΙΟΝΟΚΟΡΔΕΛΑ 40—60 cm Στρίγγα. Τηλ. 532-244. xyxy=(406,1093,595,1114)
classified-ad: ΚΑΛΟΡΙΤΗ αυτοκίνητα επαγγελματικά Seat 127, 124, Audi 80 L, Lancia Β, Toyota, Datsun, Simca 1100, Peugeot 404/11 Rescaldo. Ανταλλαγή εις τας καλυτέρας τιμάς με ευκολίας πληρωμής. Τηλ. 423-523. xyxy=(8,188,197,231)
classified-ad: ΠΩΛΕΙΤΑΙ Μάσκαβας ευκαιρίας σε άριστην κατάσταση. Τηλ. 819-952. xyxy=(406,386,595,408)
classifieds-column-2 xyxy=(203,116,400,2317)
classified-ad: ΑΠΟΦΑΡΟΥΝΤΑ είδη οικιακής χρήσεως. Τηλ. 910-818. xyxy=(1002,646,1126,667)
classified-ad: ΖΗΤΩ βέσπα μεταχειρισμένη, αριστούργημα. Τηλ. 651-490. xyxy=(207,1258,396,1280)
classified-ad: ΠΩΛΕΙΤΑΙ αυτοκίνητο Taunus 12 M, καλή κατάσταση. Τηλ. 223-977 — 814-853. xyxy=(207,471,396,493)
classified-ad: ΤΣΙΜΕΝΤΟΠΛΙΝΘΟΙ άριστοι. Τηλ. 232-856. xyxy=(1002,621,1126,643)
classified-ad: ΠΩΛΕΙΤΑΙ Vauxhall Viva 1600 SL μοδ. 70, 71, χιλ. 43.000. Τηλ. 536-187. xyxy=(207,646,396,667)
story-evangelidis xyxy=(1134,515,1349,570)
classified-ad: ΦΙΛΟΛΟΓΟΣ παραδίδει Αρχαία και Λατινικά. Τηλ. 239-307. xyxy=(604,749,793,771)
classified-ad: ΠΩΛΕΙΤΑΙ αυτοκίνητο με ευκαιρία τις 28 του φθινοπώρου, καινούργιο, εγγύηση από την αντιπροσωπεία. Πληροφορίαι τηλ. 279-324. xyxy=(8,733,197,766)
classified-ad: ΑΡΙΣΤΟΥΧΟΣ φοιτήτρια παραδίδει κατ' οίκον όλα τα μαθήματα σε Γυμνάσιο και Λύκειο, Αρχαία, Λατινικά. Τηλ. 512-413. xyxy=(604,165,793,199)
classified-ad: W. HOFFMAN πιάνα Γερμανίας. Πιάνα καινούργια, αγγλικά. Τηλ. 841-163. xyxy=(604,845,793,866)
classified-ad: ΜΗΧΑΝΟΥΡΓΕΙΟΝ αναγομώματα εργαλείων, τόρνοι, φρέζες, πλάνες, μηχανήματα πλαστικών. Τηλ. 237-657. xyxy=(406,745,595,779)
classified-ad: ΠΩΛΕΙΤΑΙ Opel Kadett μοδ. 69, με λίγα χιλιόμετρα, αριστούργημα. Τηλ. 417-577. xyxy=(207,885,396,907)
classified-ad: ΠΩΛΕΙΤΑΙ Μερσεντές 180 D & 190, '62 μοδέλα, εις άριστη κατάσταση. Τηλ. 231-314. xyxy=(207,596,396,618)
classified-ad: ΠΩΛΕΙΤΑΙ Καντέτ Ζούπερ LS κουπέ. Τηλ. 762-843, 762-716. xyxy=(406,244,595,266)
classified-ad: ΟΙΚΟΠΡΟΣΦΟΡΩΝ ξυλουργεία, καλύβια 31, Χαριλάου, τηλ. 422-822. xyxy=(803,534,992,555)
story-agrofylaki xyxy=(1134,407,1349,475)
section-header xyxy=(1002,1014,1126,1018)
classified-ad: ΠΩΛΕΙΤΑΙ φορτηγάκι Μερσεντές 319 με αυτοκίνητο σε τελεία κατάσταση, 2,5 τόννων. Τηλ. εργασίας 825-111 ή 818-352. xyxy=(8,878,197,911)
classified-ad: ΠΩΛΟΥΝΤΑΙ έπιπλα κουζίνας. Τηλ. 232-120. xyxy=(610,966,770,976)
classified-ad: ΠΩΛΕΙΤΑΙ Fiat 125 Polski μοντέλο 1973, σε άριστη κατάσταση, χιλιόμετρα 23.000. Τιμή 135.000. Τηλ. 226-847. xyxy=(8,1266,198,1298)
classified-ad: ΠΩΛΕΙΤΑΙ Fiat 127 Βοστάνι 58χ. Τηλ. 521-305. xyxy=(411,357,580,368)
story-paragraph: ΘΗΒΑΙ, 22.— Ο Πακιστανός Χάριτες Μπουτ Ασιά, ετών 20, εβρέθη νεκρός συνεπεία δηλητηριάσεως από αναθυμιάσεις μαγκαλιού. Συμπατριώτης του, ευρέθη σε κατάσταση κώματος και μετεφέρθη εις το νοσοκομείον. xyxy=(1134,299,1349,366)
classified-ad: ΠΩΛΕΙΤΑΙ BMW 1.800 68 μοδ. σε άριστη κατάσταση και εις συνεχείς μετρητοίς. Τηλ. 417-182, 274-420. xyxy=(207,385,396,417)
classified-ad: Δ' ΠΩΛΟΥΝΤΑΙ αυτοκίνητα Volvo 144 S, μοδ. 1970. Πωλ. 5 ημέρες. Τηλ. 529-1703, ώραι 9—15. xyxy=(207,710,396,731)
story-title: ΜΕΤΕΚΠΑΙΔΕΥΣΙΣ ΥΠΑΛΛΗΛΩΝ ΤΗΣ ΑΓΡΟΦΥΛΑΚΗΣ xyxy=(1134,375,1349,402)
classified-ad: ΑΝΑΛΑΜΒΑΝΟΝΤΑΙ σε προσφέρουμε τάπητα στιλβώσεως. Τηλ. 222-741. xyxy=(803,722,992,744)
classified-ad: ΠΙΑΝΑ γερμανικά Zimmermann, Rosteil κλπ. Τηλ. 265-552. xyxy=(604,895,793,916)
classified-ad: ΣΥΝΟΙΚΕΣΙΑ Universal. Σοβαρές γνωριμίες, διακριτικότητα. Τηλ. 532-634. xyxy=(1002,1067,1126,1099)
classified-ad: ΑΓΟΡΑΖΩ κάθε είδους παλιά αντικείμενα. Τηλ. 273-428. xyxy=(1002,721,1126,743)
classified-ad: ΓΑΛΛΙΚΑ παραδίδει καθηγήτρια σε όλα τα επίπεδα, ταχύρρυθμα τμήματα. Τηλ. 544-662 (2,30—5 μ.μ.). xyxy=(604,141,793,162)
classified-ad: ΠΩΛΕΙΤΑΙ Αλουμίνιο, άριστη κατάσταση. Τηλ. 698-200, 269-306. xyxy=(1002,260,1126,282)
classified-ad: ΠΑΡΑΔΙΔΟΝΤΑΙ μαθήματα φυσικής χημείας διά υποψηφίους Ιατρικής, Πολυτεχνείου. Τηλ. 236-215. xyxy=(604,116,793,138)
classified-ad: ΠΩΛΟΥΝΤΑΙ επαγγελματικά ψυγεία. Τηλ. 524-912. xyxy=(1002,409,1126,432)
classified-ad: ΤΟ μέγιστο πλυντήριο αυτοκινήτων Unimatic από 25 χιλ. μέχρι τρία, εξαιρετικά. Προσφορά, με καλό κωδικό προσωρινά. Τηλ. 318-201. xyxy=(8,235,197,268)
classified-ad: ΑΥΤΟΚΙΝΗΤΑ Δ. Κόσσας. Πωλούνται εξαιρετικά αυτοκίνητα μεταχειρισμένα, αρίστης καταστάσεως, με ευκολίας. Πληροφορίαι τηλ. 273-651. xyxy=(8,271,197,304)
classified-ad: ΦΟΙΤΗΤΡΙΑ παραδίδει μαθήματα. Τηλ. 264-880. xyxy=(610,774,783,785)
classified-ad: ΠΩΛΟΥΝΤΑΙ φορτηγάκια Toyota διάφορα μεγέθη, με λίγα χιλιόμετρα, σχεδόν καινούργια. Τηλ. 837-706. xyxy=(8,1302,197,1324)
section-header xyxy=(803,362,992,366)
classified-ad: ΠΩΛΕΙΤΑΙ τηλέφωνον εις το αγοράν ΕΙΣΑΓΕΣ. Τηλ. 271-440. xyxy=(803,297,992,319)
classified-ad: ΑΡΙΣΤΟΥΧΟΣ φοιτήτρια της Αγγλικής φιλολογίας παραδίδει μαθήματα Αγγλικών σε όλα τα επίπεδα. Τηλ. 819-711. xyxy=(604,263,793,295)
classified-ad: ΠΩΛΕΙΤΑΙ ανυψωτικό μηχάνημα 4,5 τόνων. Τηλ. 531-810. xyxy=(406,993,595,1015)
news-headline-3: ΑΡΧΑΙΡΕΣΙΑΙ ΔΙΑ ΤΗΝ ΕΚΛΟΓΗΝ ΝΕΑΣ ΔΙΟΙΚΗΣΕΩΣ ΤΟΥ ΣΥΛΛΟΓΟΥ ΠΟΛΙΤΙΚΩΝ ΜΗΧΑΝΙΚΩΝ ΘΕΣΣΑΛΟΝΙΚΗΣ xyxy=(1134,1083,1571,1126)
classified-ad: ΠΩΛΕΙΤΑΙ Οπελ Καντέτ 4θυρου εις καλήν κατάστασιν. Τηλ. 272-431. xyxy=(406,269,595,290)
classified-ad: ΠΩΛΕΙΤΑΙ μηχανές ρούχων, κλωστοϋφαντουργίας. Τηλ. 829-643. xyxy=(406,1068,595,1090)
classified-ad: ΤΑΠΗΤΟΥΡΓΕΙΑ βιομηχανικά είδη. Τηλ. 422-842. xyxy=(1002,546,1126,568)
classifieds-column-6 xyxy=(998,116,1130,2317)
story-elections-thessaloniki xyxy=(1134,929,1349,1075)
classified-ad: ΑΓΟΡΑΖΩ αυτοκίνητα τοις μετρητοίς. Τηλ. 418-624. xyxy=(411,485,595,496)
classified-ad: ΠΡΟΚΟΠΗ 3—4 φοιτήτρια αρχαία από ΟΙΕ, ικανότητα σε Ελληνικά, Λατινικά, πολυτεχνικά, καθηγήτρια, φιλόλογος, παραδίδει μαθήματα. Τηλ. 264-955. xyxy=(406,1125,595,1168)
classified-ad: ΔΕΞΟΜΕΘΑ παραγγελίας καινούργια αυτοκίνητα επιβατικά Πεζό 504, 104, Hillman 120 GLS Familiale. Τηλ. 412-414, 230-253. xyxy=(207,274,396,307)
classifieds-masthead xyxy=(4,18,1126,106)
classifieds-column-3 xyxy=(402,116,598,2317)
news-kicker-2: Σήμερον αἱ ἀρχαιρεσίαι xyxy=(1269,686,1436,706)
classified-ad: ΖΗΤΩ εύπορη κουζίνα. Τηλ. 202-333. xyxy=(1002,596,1126,618)
section-header xyxy=(803,527,992,531)
classified-ad: ΕΚΣΚΑΦΕΙΣ — φορτωτής Ιδιωτικές εργασίες. Τηλ. 524-731. xyxy=(406,1042,595,1065)
classified-ad: «ΙΝΤΕΡΑΜ» Διεθνές γραφείο συνοικεσίων. Τηλ. 226-846. xyxy=(1002,1103,1126,1125)
classified-ad: ΕΑΝ ασχολείσθε με σφραγίδες, ανατολικά είδη, με κωδικό. Τηλ. 417-334. xyxy=(1002,152,1126,185)
classified-ad: ΜΙΝΙ cooper 1000 μοντέλο 68 σε άριστη κατάσταση. Τηλ. 532-145, κ. Βαγγέλης. xyxy=(207,1194,396,1216)
classified-ad: ΠΩΛΟΥΝΤΑΙ μηχανήματα και εργαλεία διάφορα σε κάθε κατάσταση. Τηλ. 521-187. xyxy=(406,818,595,840)
classified-ad: ΝΕΟΣ 28 ετών, καλής οικογενείας. Τηλ. 228-907. xyxy=(1002,1228,1126,1250)
classified-ad: ΠΩΛΕΙΤΑΙ Vauxhall Viva λευκό, 32 ιππ. κατάσταση, μοδ. 1971. Τηλ. 426-504. xyxy=(207,935,396,957)
classified-ad: ΠΩΛΕΙΤΑΙ Άλφα Ρομέο 1750 καλή κατάσταση. Τηλ. 418-624. xyxy=(406,500,595,522)
classified-ad: ΠΩΛΕΙΤΑΙ Λαϊκός Sequos Βηλα 1200 Τηλ. 414-221, Λεωφ. Μεταξάς. xyxy=(406,410,595,432)
classified-ad: ΠΩΛΕΙΤΑΙ Simca 1501 b, άριστη. Τηλ. 514-602. xyxy=(213,1166,382,1177)
classified-ad: ΓΕΡΜΑΝΙΚΑ παραδίδει πτυχιούχος. Τηλ. 261-324. xyxy=(411,1197,590,1208)
fundraiser-headline: 26 ἕως 28 Φεβρουαρίου θὰ γίνῃ ὁ ἔρανος γιὰ τὸ «Ἄσυλο Παιδιοῦ» xyxy=(1150,1203,1555,1320)
classified-ad: ΠΩΛΕΙΤΑΙ τηλέφωνον. Τηλ. 915-115 ώραι 18.00—20.00. xyxy=(803,273,992,294)
classified-ad: ΦΟΙΤΗΤΡΙΑ παραδίδει μαθήματα μαθηματικών. Τηλ. 201-714. xyxy=(604,624,793,646)
section-header xyxy=(406,703,595,707)
classified-ad: ΠΩΛΕΙΤΑΙ Σίτροεν D. Super, πολύ καλή κατάσταση, τιμή ευκαιρίας. Τηλ. 534-939. xyxy=(207,621,396,643)
story-subtitle: ΘΑ ΑΝΑΒΛΗΘΗ ΚΑΙ ΠΑΛΙ xyxy=(1389,353,1539,366)
classified-ad: ΠΩΛΕΙΤΑΙ 66 βάλες Βίντεν εις άριστη κατάσταση. Τηλ. 422-475. xyxy=(406,165,595,188)
classified-ad: ΑΥΤΟΚΙΝΗΤΑ: Ευκολοπληρωμή καινούργια, πιστοποιητικά και μεταχειρισμένα. Τηλ. 421-500. xyxy=(8,1069,197,1091)
section-header xyxy=(406,1118,595,1122)
section-header xyxy=(604,920,793,924)
classified-ad: ΠΩΛΟΥΝΤΑΙ ΦΙΑΤ 128 με ταχύτητα στροφάρη, έτοιμα διά δωρεάν με κηρύττειν, μοντέλα Mercedes 240 D, μεταφορικά παρακαλώ, ανταλλαγή. Ταξί καινούργια 2124. Γεραπιάτης καινούργιος. Τηλ. 228-247. xyxy=(8,376,197,420)
story-paragraph: Θα διεξαχθούν σήμερον αι αρχαιρεσίαι του Συλλόγου Πολιτικών Μηχανικών Θεσσαλονίκης, από 9 π.μ. μέχρι 9 μ.μ., εις τα γραφεία του Συλλόγου. xyxy=(1134,1135,1571,1161)
story-paragraph: Εις την δίκην παρίστανται ως πολιτικώς ενάγοντες η Χριστίνα Ωνάση και η αδελφή του θανόντος. xyxy=(1356,305,1571,345)
